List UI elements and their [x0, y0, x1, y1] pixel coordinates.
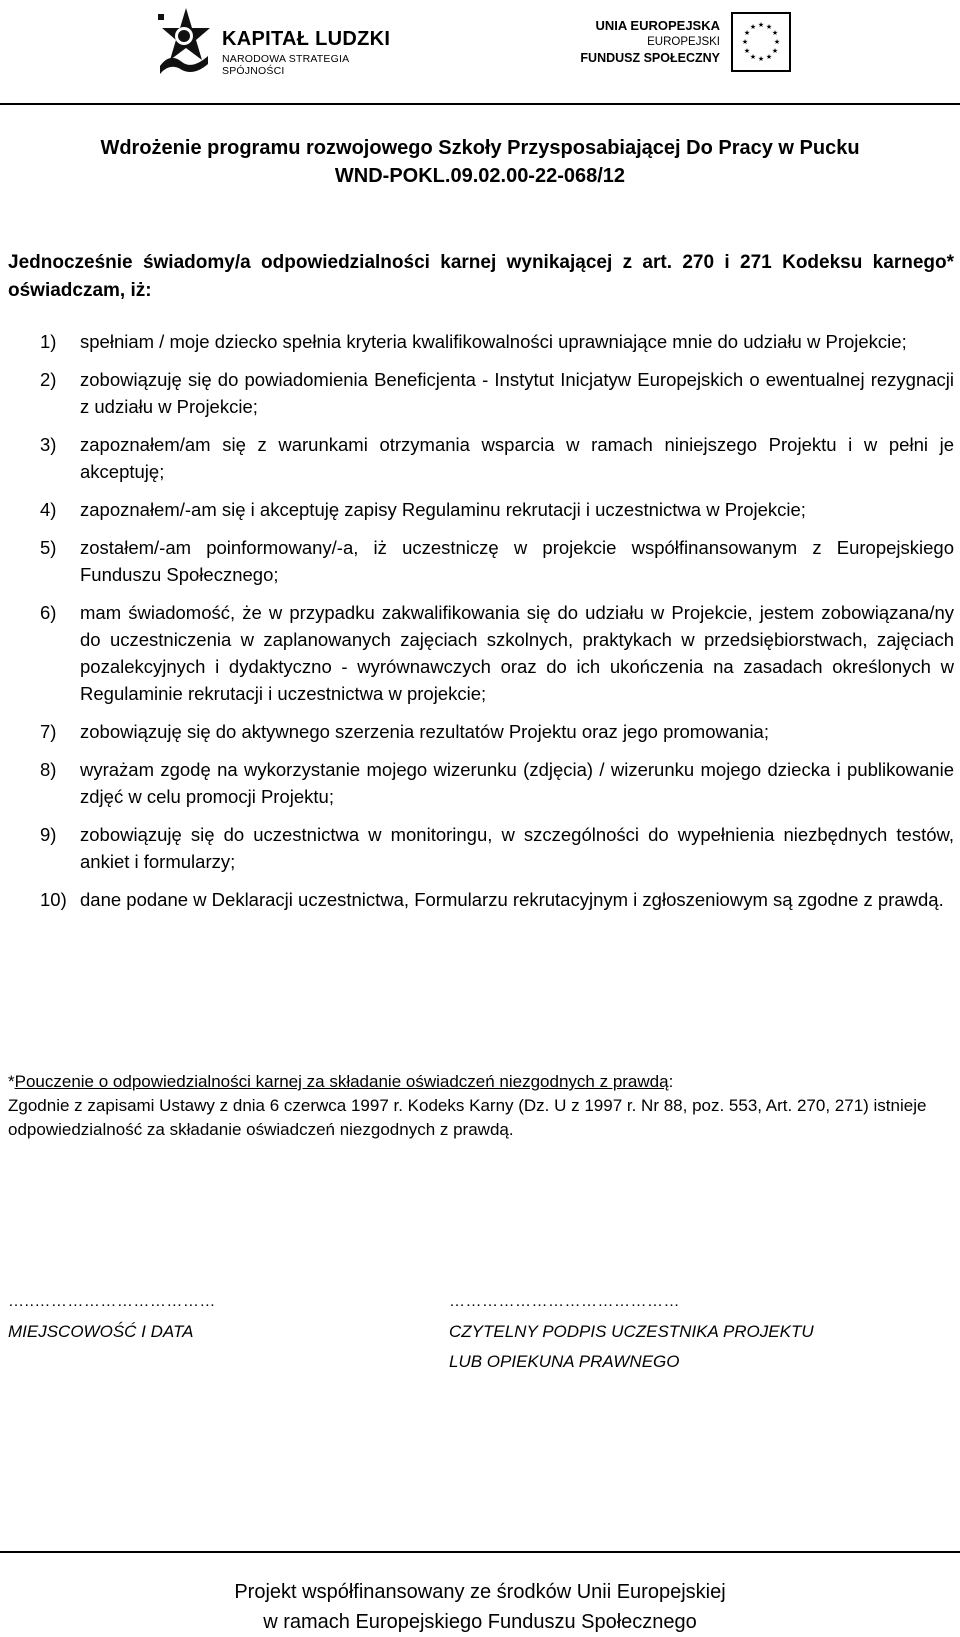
eu-logo-line3: FUNDUSZ SPOŁECZNY [580, 51, 720, 65]
item-text: dane podane w Deklaracji uczestnictwa, Formularzu rekrutacyjnym i zgłoszeniowym są zgodne z prawdą. [80, 889, 944, 910]
item-text: zostałem/-am poinformowany/-a, iż uczestniczę w projekcie współfinansowanym z Europejskiego Funduszu Społecznego; [80, 537, 954, 585]
item-text: zobowiązuję się do uczestnictwa w monitoringu, w szczególności do wypełnienia niezbędnych testów, ankiet i formularzy; [80, 824, 954, 872]
item-text: zobowiązuję się do aktywnego szerzenia rezultatów Projektu oraz jego promowania; [80, 721, 769, 742]
note-heading: Pouczenie o odpowiedzialności karnej za składanie oświadczeń niezgodnych z prawdą [14, 1072, 669, 1091]
svg-text:★: ★ [757, 21, 765, 29]
note-body: Zgodnie z zapisami Ustawy z dnia 6 czerwca 1997 r. Kodeks Karny (Dz. U z 1997 r. Nr 88, poz. 553, Art. 270, 271) istnieje odpowiedzialność za składanie oświadczeń niezgodnych z prawdą. [8, 1096, 927, 1139]
note-heading-line [8, 1070, 954, 1094]
footer-line1: Projekt współfinansowany ze środków Unii Europejskiej [234, 1581, 726, 1603]
title-line2: WND-POKL.09.02.00-22-068/12 [334, 165, 626, 187]
signature-label [449, 1317, 814, 1377]
item-number: 6) [40, 602, 57, 623]
list-item [40, 431, 954, 485]
svg-text:★: ★ [771, 47, 779, 55]
svg-text:★: ★ [743, 47, 751, 55]
svg-text:★: ★ [771, 29, 779, 37]
list-item [40, 599, 954, 707]
svg-text:★: ★ [773, 38, 781, 46]
kapital-ludzki-logo [156, 6, 396, 78]
item-number: 9) [40, 824, 57, 845]
list-item [40, 496, 954, 523]
list-item [40, 366, 954, 420]
kapital-ludzki-star-icon [156, 6, 212, 78]
svg-text:★: ★ [749, 23, 757, 31]
footer-line2: w ramach Europejskiego Funduszu Społecznego [263, 1611, 697, 1633]
svg-text:★: ★ [765, 53, 773, 61]
eu-logo-line2: EUROPEJSKI [647, 36, 720, 48]
svg-text:★: ★ [765, 23, 773, 31]
item-text: zobowiązuję się do powiadomienia Beneficjenta - Instytut Inicjatyw Europejskich o ewentualnej rezygnacji z udziału w Projekcie; [80, 369, 954, 417]
item-text: zapoznałem/-am się i akceptuję zapisy Regulaminu rekrutacji i uczestnictwa w Projekcie; [80, 499, 806, 520]
item-text: wyrażam zgodę na wykorzystanie mojego wizerunku (zdjęcia) / wizerunku mojego dziecka i publikowanie zdjęć w celu promocji Projektu; [80, 759, 954, 807]
item-number: 5) [40, 537, 57, 558]
svg-text:★: ★ [741, 38, 749, 46]
signature-line: …………………………………… [449, 1293, 680, 1310]
place-date-line: …..…………………………… [8, 1293, 216, 1310]
declaration-intro: Jednocześnie świadomy/a odpowiedzialności karnej wynikającej z art. 270 i 271 Kodeksu karnego* oświadczam, iż: [8, 252, 954, 301]
eu-logo-text [560, 18, 720, 66]
title-line1: Wdrożenie programu rozwojowego Szkoły Przysposabiającej Do Pracy w Pucku [100, 137, 860, 159]
signature-label-line2: LUB OPIEKUNA PRAWNEGO [449, 1352, 680, 1371]
document-title [0, 134, 960, 190]
item-number: 4) [40, 499, 57, 520]
page-header [0, 0, 960, 104]
footer-divider [0, 1551, 960, 1553]
svg-text:★: ★ [743, 29, 751, 37]
legal-note [8, 1070, 954, 1142]
declaration-list [40, 328, 954, 924]
header-divider [0, 103, 960, 105]
list-item [40, 821, 954, 875]
kapital-ludzki-title: KAPITAŁ LUDZKI [222, 28, 391, 50]
list-item [40, 756, 954, 810]
eu-logo-line1: UNIA EUROPEJSKA [595, 18, 720, 33]
svg-text:★: ★ [749, 53, 757, 61]
list-item [40, 886, 954, 913]
signature-label-line1: CZYTELNY PODPIS UCZESTNIKA PROJEKTU [449, 1322, 814, 1341]
list-item [40, 718, 954, 745]
list-item [40, 534, 954, 588]
item-number: 7) [40, 721, 57, 742]
note-colon: : [668, 1072, 674, 1091]
list-item [40, 328, 954, 355]
item-text: mam świadomość, że w przypadku zakwalifikowania się do udziału w Projekcie, jestem zobowiązana/ny do uczestniczenia w zaplanowanych zajęciach szkolnych, praktykach w przedsiębiorstwach, zajęciach pozalekcyjnych i dydaktyczno - wyrównawczych oraz do ich ukończenia na zasadach określonych w Regulaminie rekrutacji i uczestnictwa w projekcie; [80, 602, 954, 704]
kapital-ludzki-subtitle: NARODOWA STRATEGIA SPÓJNOŚCI [222, 53, 349, 77]
svg-text:★: ★ [757, 55, 765, 63]
place-date-label: MIEJSCOWOŚĆ I DATA [8, 1322, 194, 1341]
item-number: 1) [40, 331, 57, 352]
item-number: 10) [40, 889, 67, 910]
item-number: 3) [40, 434, 57, 455]
item-number: 2) [40, 369, 57, 390]
eu-flag-icon [731, 12, 791, 72]
item-text: zapoznałem/am się z warunkami otrzymania wsparcia w ramach niniejszego Projektu i w pełni je akceptuję; [80, 434, 954, 482]
item-text: spełniam / moje dziecko spełnia kryteria kwalifikowalności uprawniające mnie do udziału w Projekcie; [80, 331, 907, 352]
note-asterisk: * [8, 1072, 15, 1091]
page-footer [0, 1577, 960, 1637]
item-number: 8) [40, 759, 57, 780]
